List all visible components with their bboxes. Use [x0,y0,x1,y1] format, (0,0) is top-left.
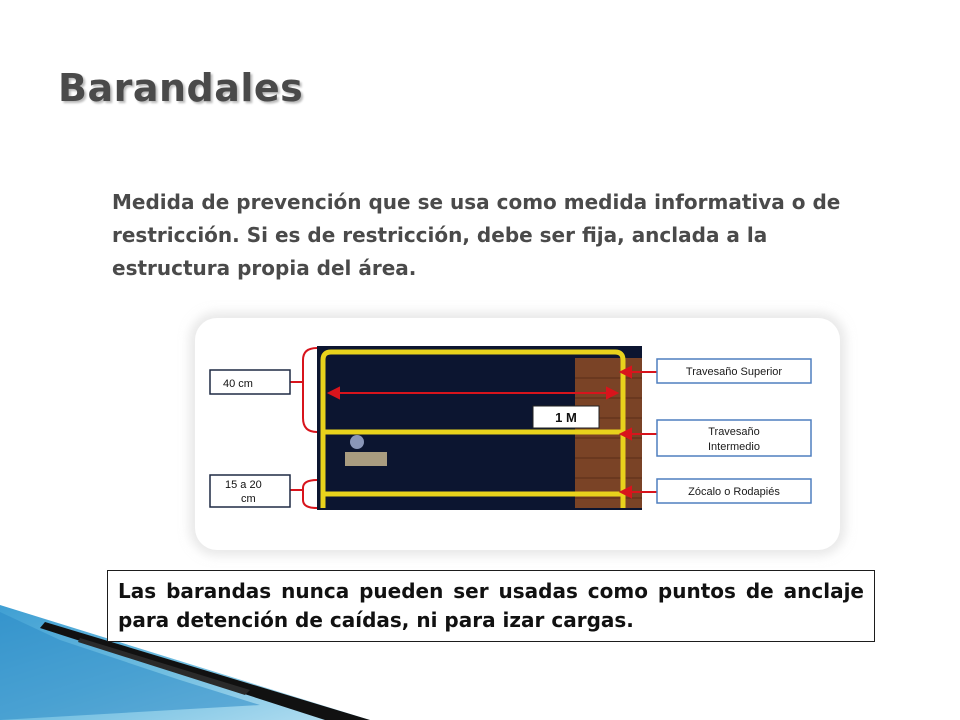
height-bottom-label-line1: 15 a 20 [225,479,262,491]
height-top-label: 40 cm [223,378,253,390]
intro-paragraph: Medida de prevención que se usa como medida informativa o de restricción. Si es de restricción, debe ser fija, anclada a la estructura propia del área. [112,190,841,280]
mid-rail-label-line2: Intermedio [708,441,760,453]
mid-rail-label-line1: Travesaño [708,426,760,438]
width-label: 1 M [555,410,577,425]
person-head [350,435,364,449]
desk-shape [345,452,387,466]
top-rail-label: Travesaño Superior [685,366,783,378]
toe-board-label: Zócalo o Rodapiés [688,486,780,498]
left-bracket-top [290,348,317,432]
slide-title: Barandales [58,66,304,110]
height-bottom-label-line2: cm [241,493,256,505]
railing-diagram-graphic [195,318,840,550]
railing-diagram [195,318,840,550]
left-bracket-bottom [290,480,317,508]
warning-box: Las barandas nunca pueden ser usadas como puntos de anclaje para detención de caídas, ni para izar cargas. [107,570,875,642]
